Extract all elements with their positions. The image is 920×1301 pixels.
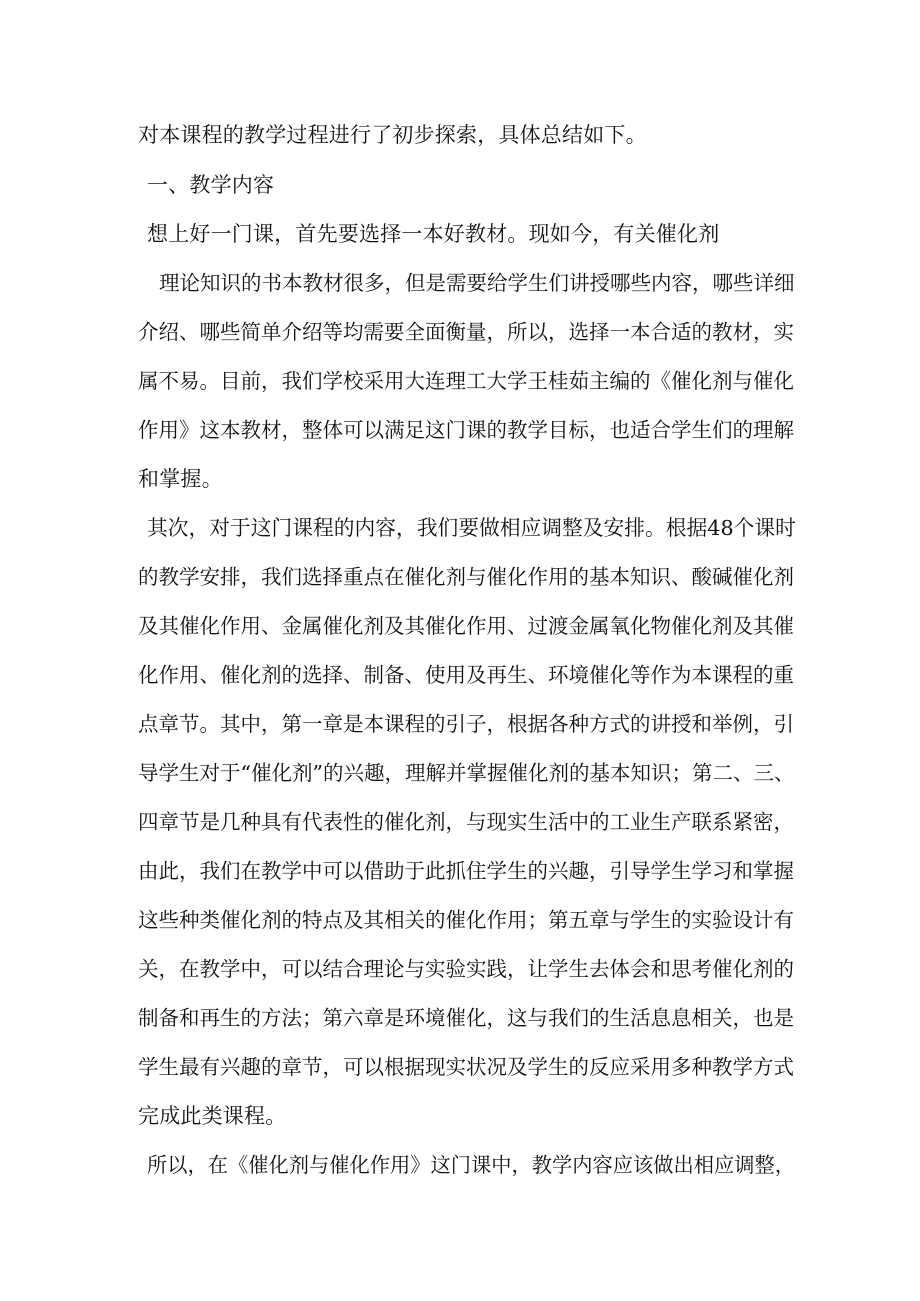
- text-line-20: 学生最有兴趣的章节，可以根据现实状况及学生的反应采用多种教学方式: [138, 1055, 794, 1079]
- text-line-13: 点章节。其中，第一章是本课程的引子，根据各种方式的讲授和举例，引: [138, 712, 794, 736]
- section-heading: 一、教学内容: [147, 173, 275, 197]
- text-line-14: 导学生对于“催化剂”的兴趣，理解并掌握催化剂的基本知识；第二、三、: [138, 761, 795, 785]
- text-line-8: 和掌握。: [138, 467, 223, 491]
- text-line-10: 的教学安排，我们选择重点在催化剂与催化作用的基本知识、酸碱催化剂: [138, 565, 794, 589]
- text-line-12: 化作用、催化剂的选择、制备、使用及再生、环境催化等作为本课程的重: [138, 663, 794, 687]
- text-line-3: 想上好一门课，首先要选择一本好教材。现如今，有关催化剂: [147, 222, 720, 246]
- text-line-9: 其次，对于这门课程的内容，我们要做相应调整及安排。根据48个课时: [147, 516, 796, 540]
- text-line-1: 对本课程的教学过程进行了初步探索，具体总结如下。: [138, 123, 647, 147]
- text-line-15: 四章节是几种具有代表性的催化剂，与现实生活中的工业生产联系紧密，: [138, 810, 794, 834]
- text-line-19: 制备和再生的方法；第六章是环境催化，这与我们的生活息息相关，也是: [138, 1006, 794, 1030]
- text-line-21: 完成此类课程。: [138, 1104, 287, 1128]
- text-line-4: 理论知识的书本教材很多，但是需要给学生们讲授哪些内容，哪些详细: [159, 271, 795, 295]
- text-line-18: 关，在教学中，可以结合理论与实验实践，让学生去体会和思考催化剂的: [138, 957, 794, 981]
- text-line-17: 这些种类催化剂的特点及其相关的催化作用；第五章与学生的实验设计有: [138, 908, 794, 932]
- text-line-5: 介绍、哪些简单介绍等均需要全面衡量，所以，选择一本合适的教材，实: [138, 320, 794, 344]
- text-line-22: 所以，在《催化剂与催化作用》这门课中，教学内容应该做出相应调整，: [147, 1153, 796, 1177]
- text-line-6: 属不易。目前，我们学校采用大连理工大学王桂茹主编的《催化剂与催化: [138, 369, 794, 393]
- text-line-11: 及其催化作用、金属催化剂及其催化作用、过渡金属氧化物催化剂及其催: [138, 614, 794, 638]
- text-line-16: 由此，我们在教学中可以借助于此抓住学生的兴趣，引导学生学习和掌握: [138, 859, 794, 883]
- text-line-7: 作用》这本教材，整体可以满足这门课的教学目标，也适合学生们的理解: [138, 418, 794, 442]
